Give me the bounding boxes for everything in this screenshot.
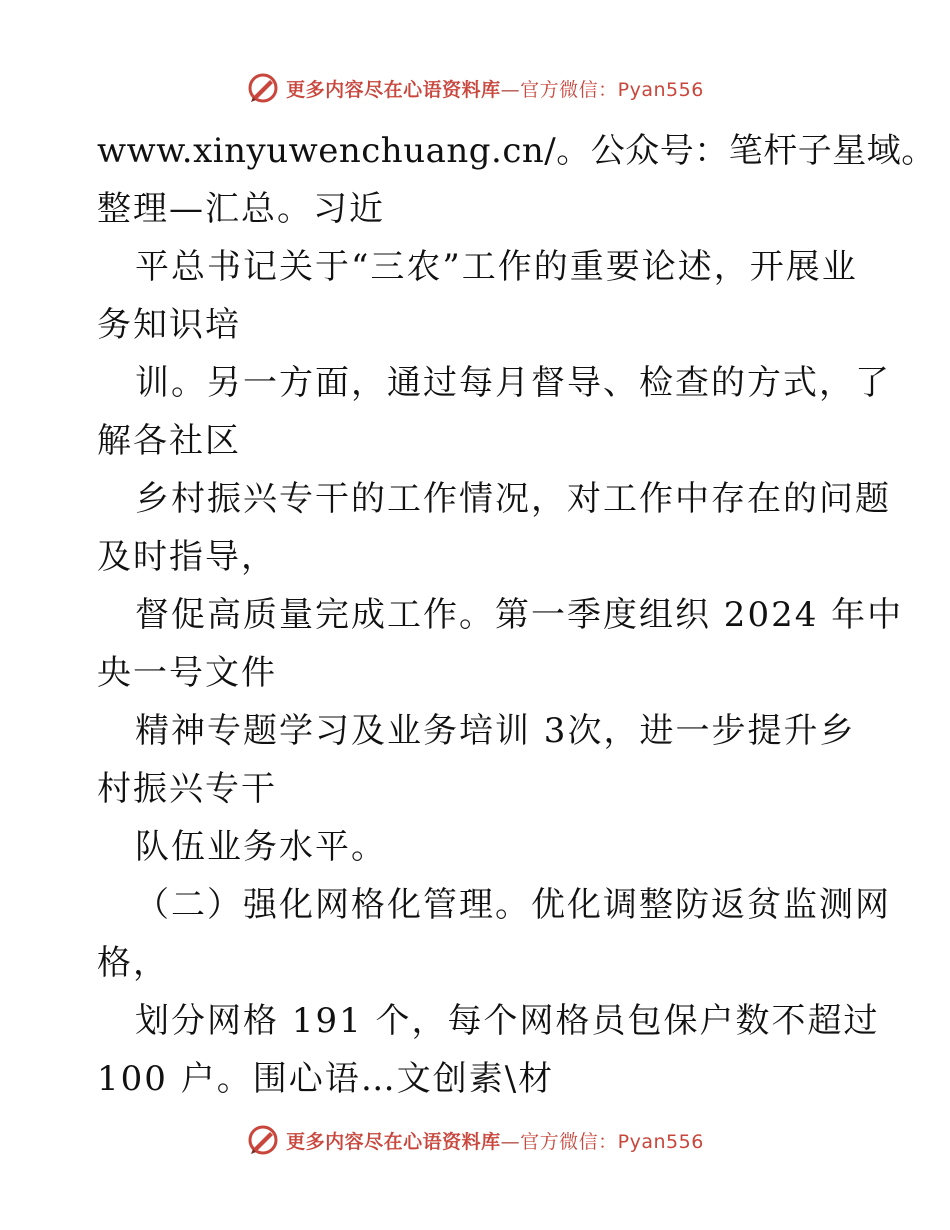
text-line: 精神专题学习及业务培训 3次，进一步提升乡 — [135, 711, 856, 751]
header-banner — [0, 68, 950, 108]
footer-banner — [0, 1120, 950, 1160]
text-line: 100 户。围心语…文创素\材 — [97, 1059, 555, 1099]
text-line: 队伍业务水平。 — [135, 827, 387, 867]
text-line: 央一号文件 — [97, 653, 277, 693]
banner-text: 更多内容尽在心语资料库—官方微信：Pyan556 — [286, 78, 704, 101]
text-line: 格， — [97, 943, 169, 983]
text-line: 村振兴专干 — [97, 769, 277, 809]
text-line: 务知识培 — [97, 305, 241, 345]
text-line: 乡村振兴专干的工作情况，对工作中存在的问题 — [135, 479, 891, 519]
text-line: www.xinyuwenchuang.cn/。公众号：笔杆子星域。 — [97, 131, 936, 171]
text-line: 平总书记关于“三农”工作的重要论述，开展业 — [135, 247, 858, 287]
text-line: 及时指导， — [97, 537, 277, 577]
text-line: 划分网格 191 个，每个网格员包保户数不超过 — [135, 1001, 880, 1041]
text-line: 整理—汇总。习近 — [97, 189, 385, 229]
pen-logo-icon — [246, 71, 280, 105]
text-line: （二）强化网格化管理。优化调整防返贫监测网 — [135, 885, 891, 925]
pen-logo-icon — [246, 1123, 280, 1157]
banner-text: 更多内容尽在心语资料库—官方微信：Pyan556 — [286, 1130, 704, 1153]
text-line: 训。另一方面，通过每月督导、检查的方式，了 — [135, 363, 891, 403]
document-body — [97, 122, 936, 1108]
text-line: 督促高质量完成工作。第一季度组织 2024 年中 — [135, 595, 904, 635]
text-line: 解各社区 — [97, 421, 241, 461]
